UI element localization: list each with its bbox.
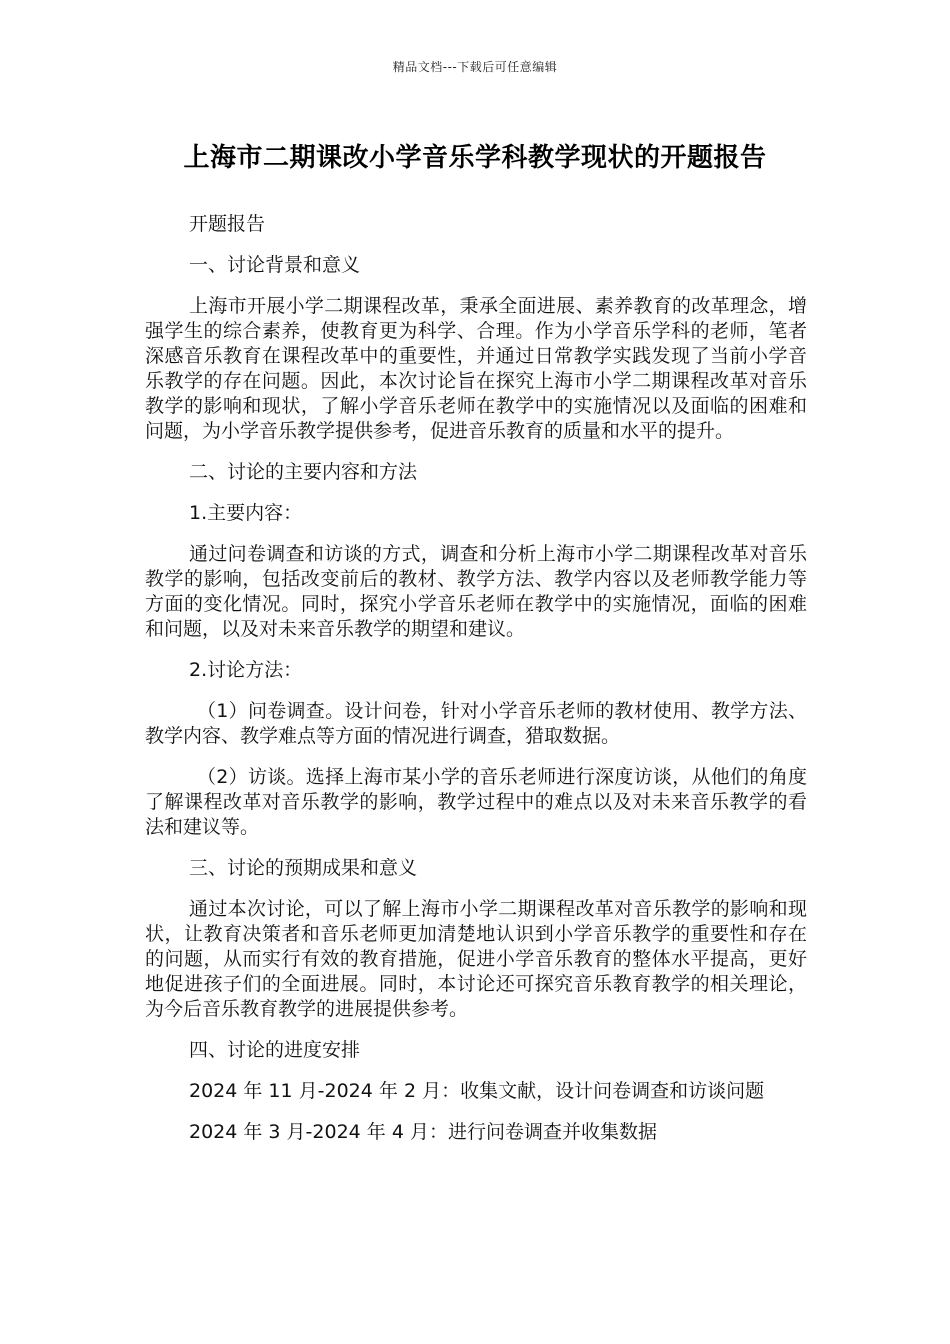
schedule-item: 2024 年 11 月-2024 年 2 月：收集文献，设计问卷调查和访谈问题: [189, 1080, 765, 1102]
section-heading-3: 三、讨论的预期成果和意义: [189, 857, 418, 879]
subheading-methods: 2.讨论方法：: [189, 659, 303, 681]
document-title: 上海市二期课改小学音乐学科教学现状的开题报告: [183, 143, 767, 173]
section-heading-1: 一、讨论背景和意义: [189, 254, 361, 276]
subheading-main-content: 1.主要内容：: [189, 502, 303, 524]
section-heading-4: 四、讨论的进度安排: [189, 1039, 361, 1061]
header-note: 精品文档---下载后可任意编辑: [392, 60, 558, 74]
paragraph-expected-results: 通过本次讨论，可以了解上海市小学二期课程改革对音乐教学的影响和现状，让教育决策者和音乐老师更加清楚地认识到小学音乐教学的重要性和存在的问题，从而实行有效的教育措施，促进小学音乐教育的整体水平提高，更好地促进孩子们的全面进展。同时，本讨论还可探究音乐教育教学的相关理论，为今后音乐教育教学的进展提供参考。: [145, 898, 807, 1020]
paragraph-method-interview: （2）访谈。选择上海市某小学的音乐老师进行深度访谈，从他们的角度了解课程改革对音乐教学的影响，教学过程中的难点以及对未来音乐教学的看法和建议等。: [145, 766, 807, 838]
label-report: 开题报告: [189, 213, 266, 235]
document-body: [145, 212, 807, 1161]
paragraph-main-content: 通过问卷调查和访谈的方式，调查和分析上海市小学二期课程改革对音乐教学的影响，包括改变前后的教材、教学方法、教学内容以及老师教学能力等方面的变化情况。同时，探究小学音乐老师在教学中的实施情况，面临的困难和问题，以及对未来音乐教学的期望和建议。: [145, 543, 807, 640]
paragraph-method-questionnaire: （1）问卷调查。设计问卷，针对小学音乐老师的教材使用、教学方法、教学内容、教学难点等方面的情况进行调查，猎取数据。: [145, 700, 807, 747]
paragraph-background: 上海市开展小学二期课程改革，秉承全面进展、素养教育的改革理念，增强学生的综合素养，使教育更为科学、合理。作为小学音乐学科的老师，笔者深感音乐教育在课程改革中的重要性，并通过日常教学实践发现了当前小学音乐教学的存在问题。因此，本次讨论旨在探究上海市小学二期课程改革对音乐教学的影响和现状，了解小学音乐老师在教学中的实施情况以及面临的困难和问题，为小学音乐教学提供参考，促进音乐教育的质量和水平的提升。: [145, 295, 807, 442]
schedule-item: 2024 年 3 月-2024 年 4 月：进行问卷调查并收集数据: [189, 1121, 657, 1143]
section-heading-2: 二、讨论的主要内容和方法: [189, 461, 418, 483]
